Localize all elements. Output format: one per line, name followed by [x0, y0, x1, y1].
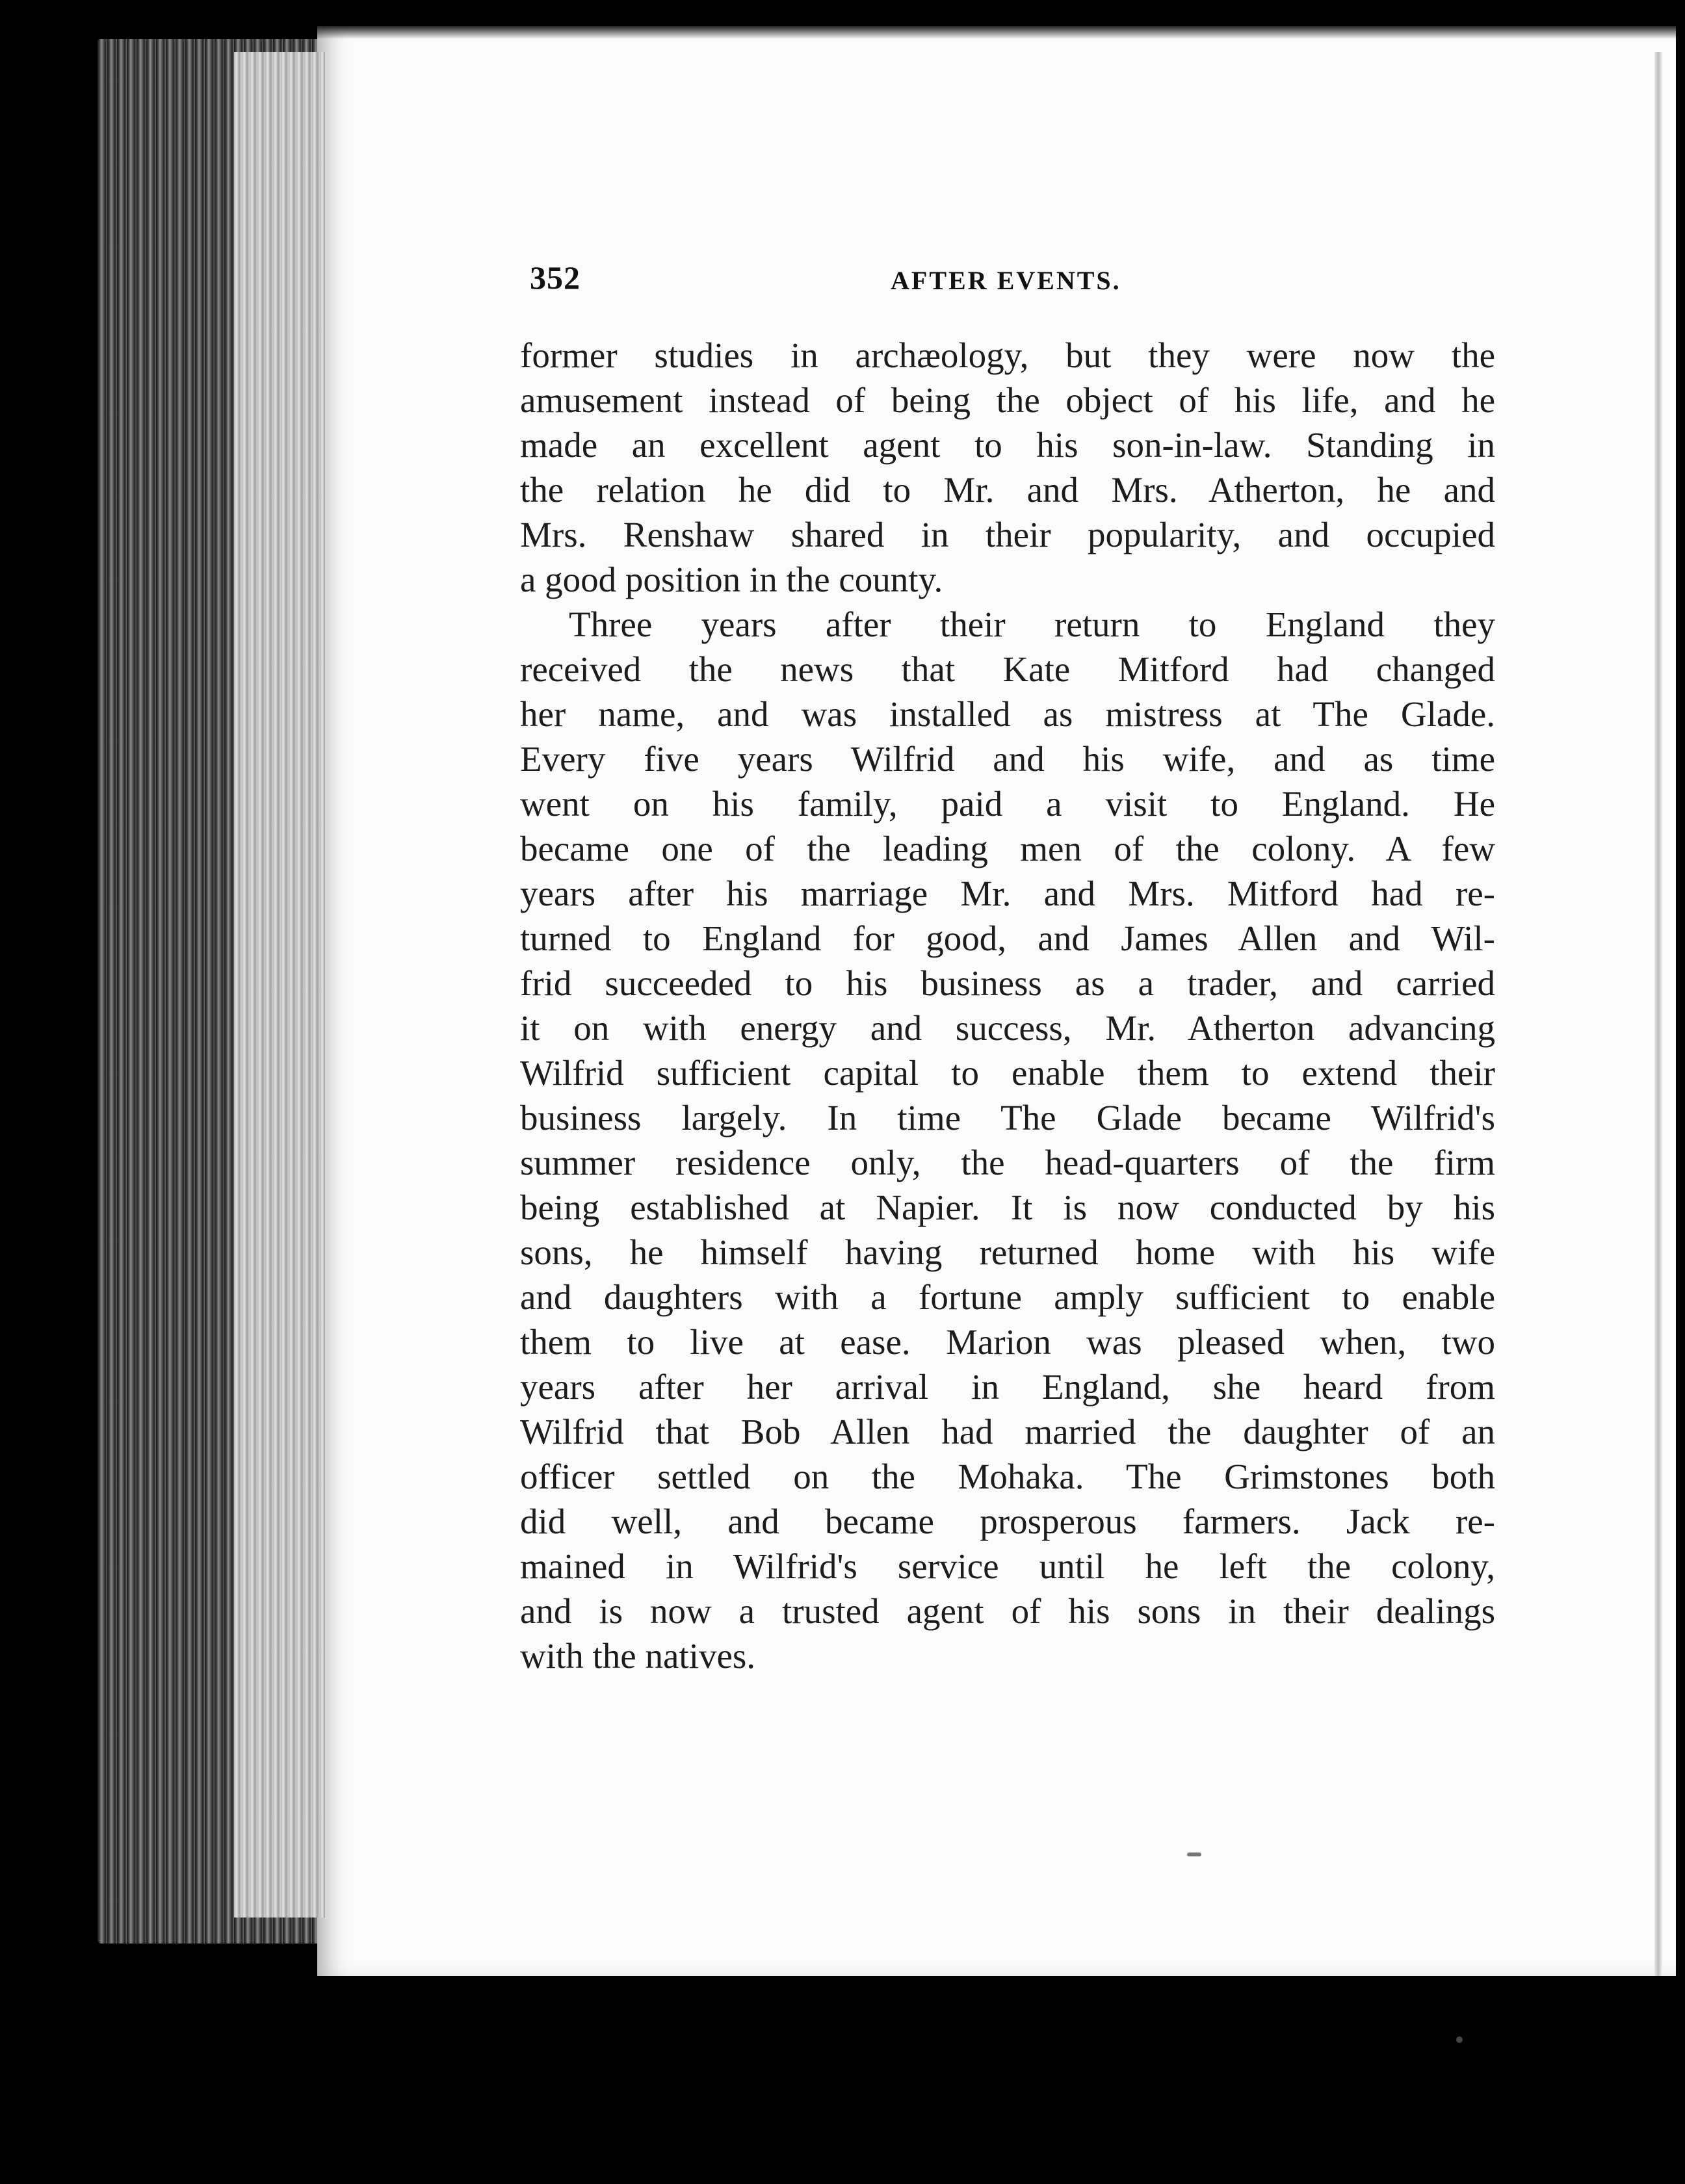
text-line: turned to England for good, and James Allen and Wil- — [520, 918, 1495, 958]
text-line: did well, and became prosperous farmers. Jack re- — [520, 1502, 1495, 1541]
text-line: and is now a trusted agent of his sons in their dealings — [520, 1591, 1495, 1631]
ink-speck — [1187, 1852, 1201, 1856]
text-line: years after her arrival in England, she heard from — [520, 1367, 1495, 1407]
text-line: became one of the leading men of the colony. A few — [520, 829, 1495, 868]
page-top-shadow — [317, 26, 1676, 39]
text-line: Three years after their return to England they — [569, 604, 1495, 644]
text-line: former studies in archæology, but they were now the — [520, 335, 1495, 375]
text-line: business largely. In time The Glade became Wilfrid's — [520, 1098, 1495, 1138]
text-line: made an excellent agent to his son-in-law. Standing in — [520, 425, 1495, 465]
text-line: being established at Napier. It is now conducted by his — [520, 1188, 1495, 1227]
text-line: it on with energy and success, Mr. Atherton advancing — [520, 1008, 1495, 1048]
text-line: received the news that Kate Mitford had changed — [520, 649, 1495, 689]
running-head — [530, 259, 1505, 304]
text-line: years after his marriage Mr. and Mrs. Mitford had re- — [520, 874, 1495, 913]
text-line: Wilfrid sufficient capital to enable them to extend their — [520, 1053, 1495, 1093]
text-line: frid succeeded to his business as a trader, and carried — [520, 963, 1495, 1003]
text-line: Every five years Wilfrid and his wife, and as time — [520, 739, 1495, 779]
text-line: mained in Wilfrid's service until he left the colony, — [520, 1546, 1495, 1586]
text-line: summer residence only, the head-quarters of the firm — [520, 1143, 1495, 1182]
page-right-edge — [1654, 52, 1662, 1976]
running-title: AFTER EVENTS. — [891, 266, 1121, 295]
page-edges-inner — [234, 52, 325, 1918]
text-line: her name, and was installed as mistress at The Glade. — [520, 694, 1495, 734]
text-line: a good position in the county. — [520, 560, 943, 599]
text-line: the relation he did to Mr. and Mrs. Atherton, he and — [520, 470, 1495, 510]
text-line: went on his family, paid a visit to England. He — [520, 784, 1495, 824]
text-line: amusement instead of being the object of his life, and he — [520, 380, 1495, 420]
text-line: officer settled on the Mohaka. The Grimstones both — [520, 1457, 1495, 1496]
ink-speck — [1456, 2036, 1463, 2043]
text-line: with the natives. — [520, 1636, 756, 1676]
page-number: 352 — [530, 259, 581, 296]
text-line: them to live at ease. Marion was pleased when, two — [520, 1322, 1495, 1362]
text-line: and daughters with a fortune amply sufficient to enable — [520, 1277, 1495, 1317]
body-text — [520, 333, 1495, 1678]
text-line: Wilfrid that Bob Allen had married the daughter of an — [520, 1412, 1495, 1451]
text-line: sons, he himself having returned home with his wife — [520, 1232, 1495, 1272]
text-line: Mrs. Renshaw shared in their popularity, and occupied — [520, 515, 1495, 554]
